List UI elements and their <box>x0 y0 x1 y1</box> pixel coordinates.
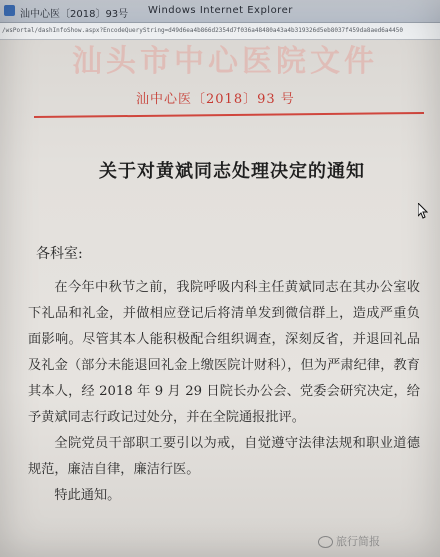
browser-title-bar <box>0 0 440 23</box>
watermark-text: 旅行简报 <box>336 535 380 548</box>
document-title: 关于对黄斌同志处理决定的通知 <box>99 161 365 182</box>
ie-icon <box>4 5 15 16</box>
red-divider-line <box>34 112 424 118</box>
paragraph-main: 在今年中秋节之前，我院呼吸内科主任黄斌同志在其办公室收下礼品和礼金，并做相应登记后将清单发到微信群上，造成严重负面影响。尽管其本人能积极配合组织调查，深刻反省，并退回礼品及礼金（部分未能退回礼金上缴医院计财科），但为严肃纪律，教育其本人，经 2018 年 9 月 29 日院长办公会、党委会研究决定，给予黄斌同志行政记过处分，并在全院通报批评。 <box>28 280 420 425</box>
document-page <box>0 40 440 557</box>
weibo-watermark <box>318 533 380 549</box>
address-url[interactable]: /wsPortal/dashInfoShow.aspx?EncodeQueryString=d49d6ea4b866d2354d7f036a48480a43a4b319326d5eb8037f459da8aed6a4450 <box>2 27 403 34</box>
window-doc-title: 汕中心医〔2018〕93号 <box>20 9 129 20</box>
paragraph-warning: 全院党员干部职工要引以为戒，自觉遵守法律法规和职业道德规范，廉洁自律，廉洁行医。 <box>28 436 420 477</box>
weibo-icon <box>318 536 333 548</box>
paragraph-closing: 特此通知。 <box>54 488 121 503</box>
salutation: 各科室: <box>36 246 83 262</box>
document-body <box>28 275 420 509</box>
red-letterhead: 汕头市中心医院文件 <box>72 44 378 76</box>
window-app-name: Windows Internet Explorer <box>148 5 293 16</box>
document-number: 汕中心医〔2018〕93 号 <box>136 92 295 107</box>
